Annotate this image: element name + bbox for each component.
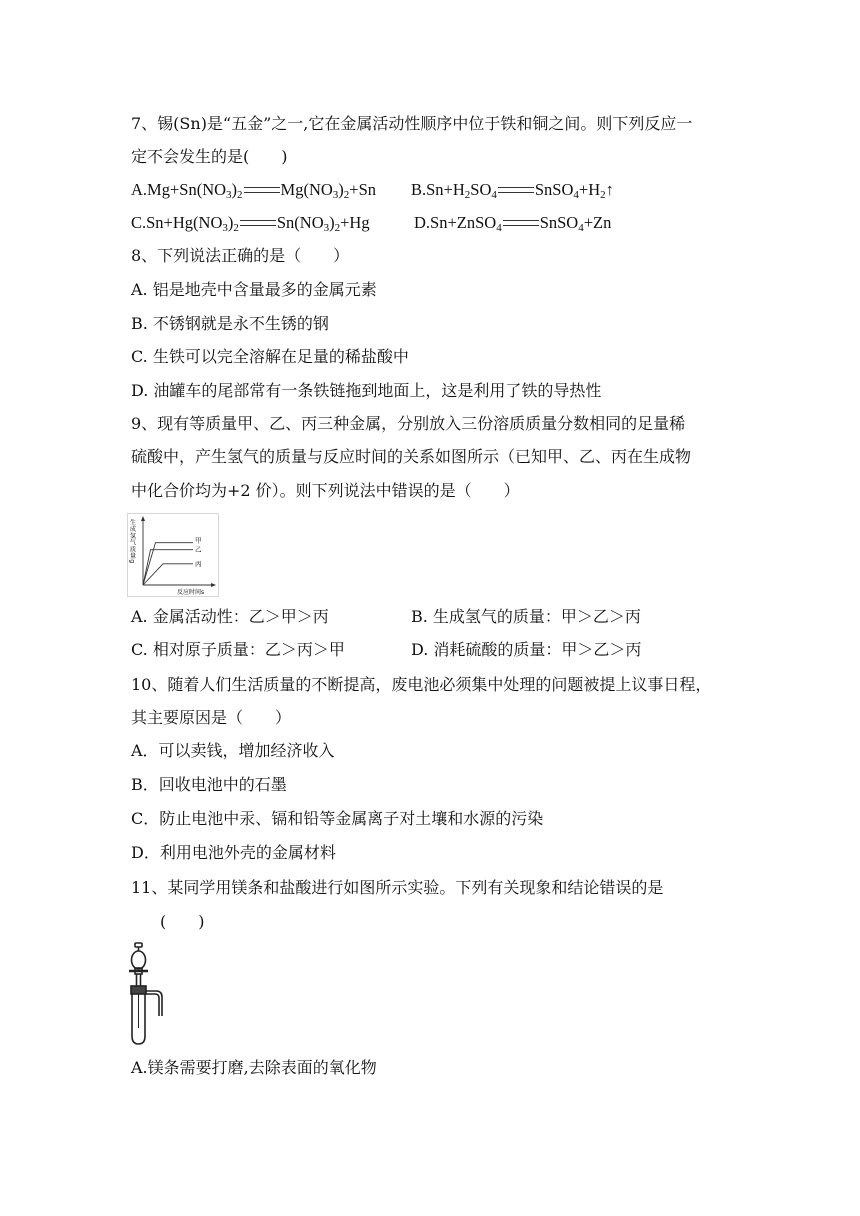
q9-stem-line3: 中化合价均为+2 价）。则下列说法中错误的是（ ）: [131, 481, 520, 500]
q10-option-c: C．防止电池中汞、镉和铅等金属离子对土壤和水源的污染: [131, 809, 544, 828]
q11-answer-paren: ( ): [160, 912, 205, 931]
q9-option-c: C. 相对原子质量：乙＞丙＞甲: [131, 640, 345, 659]
test-tube-apparatus-icon: [123, 942, 171, 1050]
q10-option-b: B．回收电池中的石墨: [131, 775, 287, 794]
q11-stem: 11、某同学用镁条和盐酸进行如图所示实验。下列有关现象和结论错误的是: [131, 878, 664, 897]
equals-sign: [498, 187, 534, 193]
q7-option-c: $C.Sn+Hg(NO_3)_2$ $Sn(NO_3)_2+Hg$: [131, 213, 370, 234]
q11-option-a: A.镁条需要打磨,去除表面的氧化物: [131, 1058, 377, 1077]
q9-stem-line2: 硫酸中，产生氢气的质量与反应时间的关系如图所示（已知甲、乙、丙在生成物: [131, 447, 692, 466]
series-line-3: [143, 564, 193, 585]
hydrogen-time-chart: [127, 513, 219, 597]
series-line-2: [143, 550, 193, 585]
chart-x-label: 反应时间s: [177, 589, 205, 596]
series-label-2: 乙: [195, 545, 202, 554]
q8-option-d: D. 油罐车的尾部常有一条铁链拖到地面上，这是利用了铁的导热性: [131, 381, 602, 400]
series-label-3: 丙: [195, 559, 202, 568]
q10-option-a: A．可以卖钱，增加经济收入: [131, 741, 335, 760]
q10-stem-line2: 其主要原因是（ ）: [131, 708, 292, 727]
q8-option-b: B. 不锈钢就是永不生锈的钢: [131, 314, 329, 333]
equals-sign: [240, 220, 276, 226]
equals-sign: [503, 220, 539, 226]
q7-option-d: D.Sn+ZnSO$_4$ SnSO$_4$+Zn: [414, 213, 612, 234]
series-label-1: 甲: [195, 536, 202, 545]
q9-option-a: A. 金属活动性：乙＞甲＞丙: [131, 607, 329, 626]
q9-stem-line1: 9、现有等质量甲、乙、丙三种金属，分别放入三份溶质质量分数相同的足量稀: [131, 414, 686, 433]
q7-stem-line2: 定不会发生的是( ): [131, 147, 288, 166]
q8-option-c: C. 生铁可以完全溶解在足量的稀盐酸中: [131, 347, 409, 366]
equals-sign: [244, 187, 280, 193]
q9-option-b: B. 生成氢气的质量：甲＞乙＞丙: [411, 607, 641, 626]
chart-y-label: 生成氢气质量g: [128, 519, 136, 564]
q7-option-b: $B.Sn+H_2SO_4$ $SnSO_4+H_2↑$: [411, 180, 614, 201]
q10-stem-line1: 10、随着人们生活质量的不断提高，废电池必须集中处理的问题被提上议事日程，: [131, 675, 712, 694]
q8-stem: 8、下列说法正确的是（ ）: [131, 246, 350, 265]
y-axis-arrow-icon: [141, 516, 145, 521]
x-axis-arrow-icon: [211, 583, 216, 587]
q7-option-a: $A.Mg+Sn(NO_3)_2$ $Mg(NO_3)_2+Sn$: [131, 180, 377, 201]
q9-option-d: D. 消耗硫酸的质量：甲＞乙＞丙: [411, 640, 642, 659]
q8-option-a: A. 铝是地壳中含量最多的金属元素: [131, 280, 377, 299]
q10-option-d: D．利用电池外壳的金属材料: [131, 843, 336, 862]
q7-stem-line1: 7、锡(Sn)是“五金”之一,它在金属活动性顺序中位于铁和铜之间。则下列反应一: [131, 114, 693, 133]
